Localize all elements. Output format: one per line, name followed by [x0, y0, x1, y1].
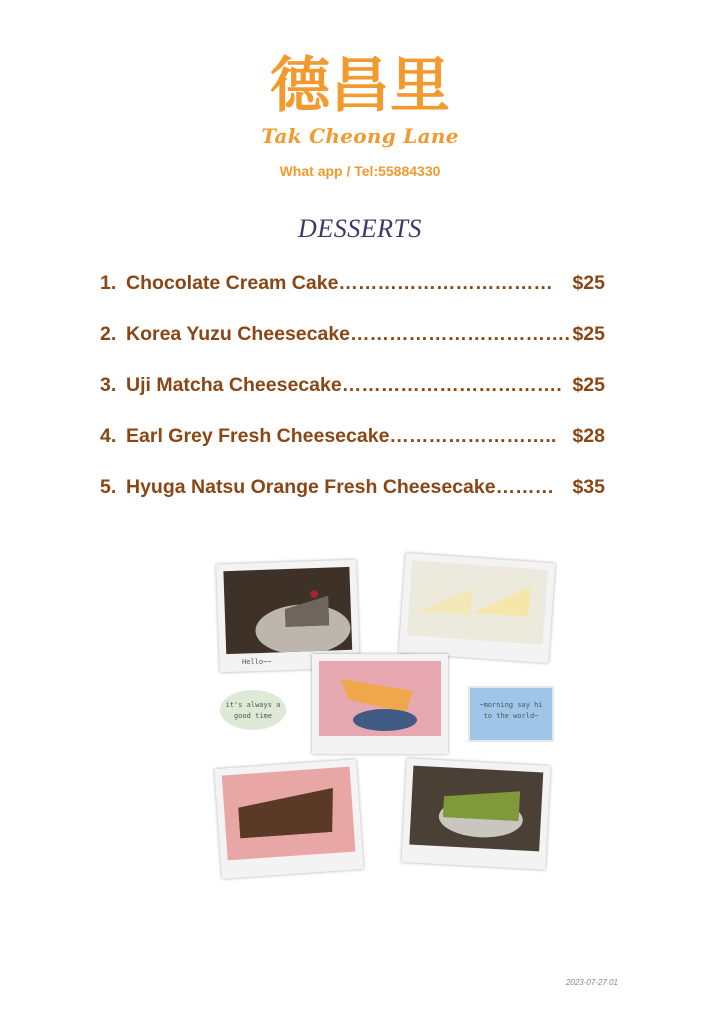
menu-item-price: $25 — [572, 323, 605, 345]
dessert-photo-collage — [218, 550, 558, 880]
cake-slice-shape — [443, 787, 520, 821]
menu-item-leader: …………………….. — [389, 425, 557, 447]
logo-characters: 德昌里 — [270, 51, 450, 118]
note-morning: ~morning say hi to the world~ — [468, 686, 554, 742]
menu-item-number: 2. — [100, 323, 117, 345]
menu-item-name: Uji Matcha Cheesecake — [126, 374, 342, 396]
menu-item-price: $35 — [572, 476, 605, 498]
photo-image — [222, 767, 356, 861]
menu-item-number: 3. — [100, 374, 117, 396]
plate-shape — [353, 709, 417, 731]
menu-item-leader: ……… — [495, 476, 555, 498]
footer-date: 2023-07-27 01 — [565, 978, 618, 987]
menu-item — [100, 258, 605, 309]
cake-slice-shape — [473, 583, 531, 617]
contact-info: What app / Tel:55884330 — [279, 163, 441, 179]
logo-graphic — [262, 48, 458, 118]
menu-item-price: $28 — [572, 425, 605, 447]
menu-item-name: Earl Grey Fresh Cheesecake — [126, 425, 390, 447]
menu-item-leader: ……………………………. — [350, 323, 570, 345]
photo-orange-cheesecake — [312, 654, 448, 754]
photo-yuzu-cheesecake — [399, 553, 556, 663]
menu-item-leader: ……………………………. — [341, 374, 562, 396]
photo-chocolate-cake-slice — [214, 759, 363, 879]
menu-item-number: 4. — [100, 425, 117, 447]
cake-slice-shape — [341, 679, 413, 713]
menu-item — [100, 411, 605, 462]
photo-image — [407, 560, 548, 644]
menu-item-name: Chocolate Cream Cake — [126, 272, 339, 294]
photo-matcha-cheesecake — [401, 758, 550, 869]
menu-item — [100, 462, 605, 513]
photo-image — [409, 766, 543, 852]
brand-logo — [262, 48, 458, 118]
photo-image — [319, 661, 441, 736]
menu-item — [100, 309, 605, 360]
cake-slice-shape — [237, 788, 336, 839]
menu-item-price: $25 — [572, 272, 605, 294]
menu-item-number: 5. — [100, 476, 117, 498]
brand-name: Tak Cheong Lane — [261, 124, 459, 148]
note-good-time: it's always a good time — [220, 690, 286, 730]
menu-item-name: Hyuga Natsu Orange Fresh Cheesecake — [126, 476, 496, 498]
menu-item-number: 1. — [100, 272, 117, 294]
dessert-menu — [100, 258, 605, 513]
hello-label: Hello~~ — [242, 658, 272, 666]
cake-slice-shape — [419, 585, 473, 615]
section-title: DESSERTS — [298, 214, 422, 243]
menu-item-name: Korea Yuzu Cheesecake — [126, 323, 351, 345]
berry-shape — [310, 590, 318, 598]
menu-item — [100, 360, 605, 411]
cake-slice-shape — [284, 596, 329, 628]
photo-image — [223, 567, 352, 654]
menu-item-leader: …………………………… — [338, 272, 553, 294]
menu-item-price: $25 — [572, 374, 605, 396]
